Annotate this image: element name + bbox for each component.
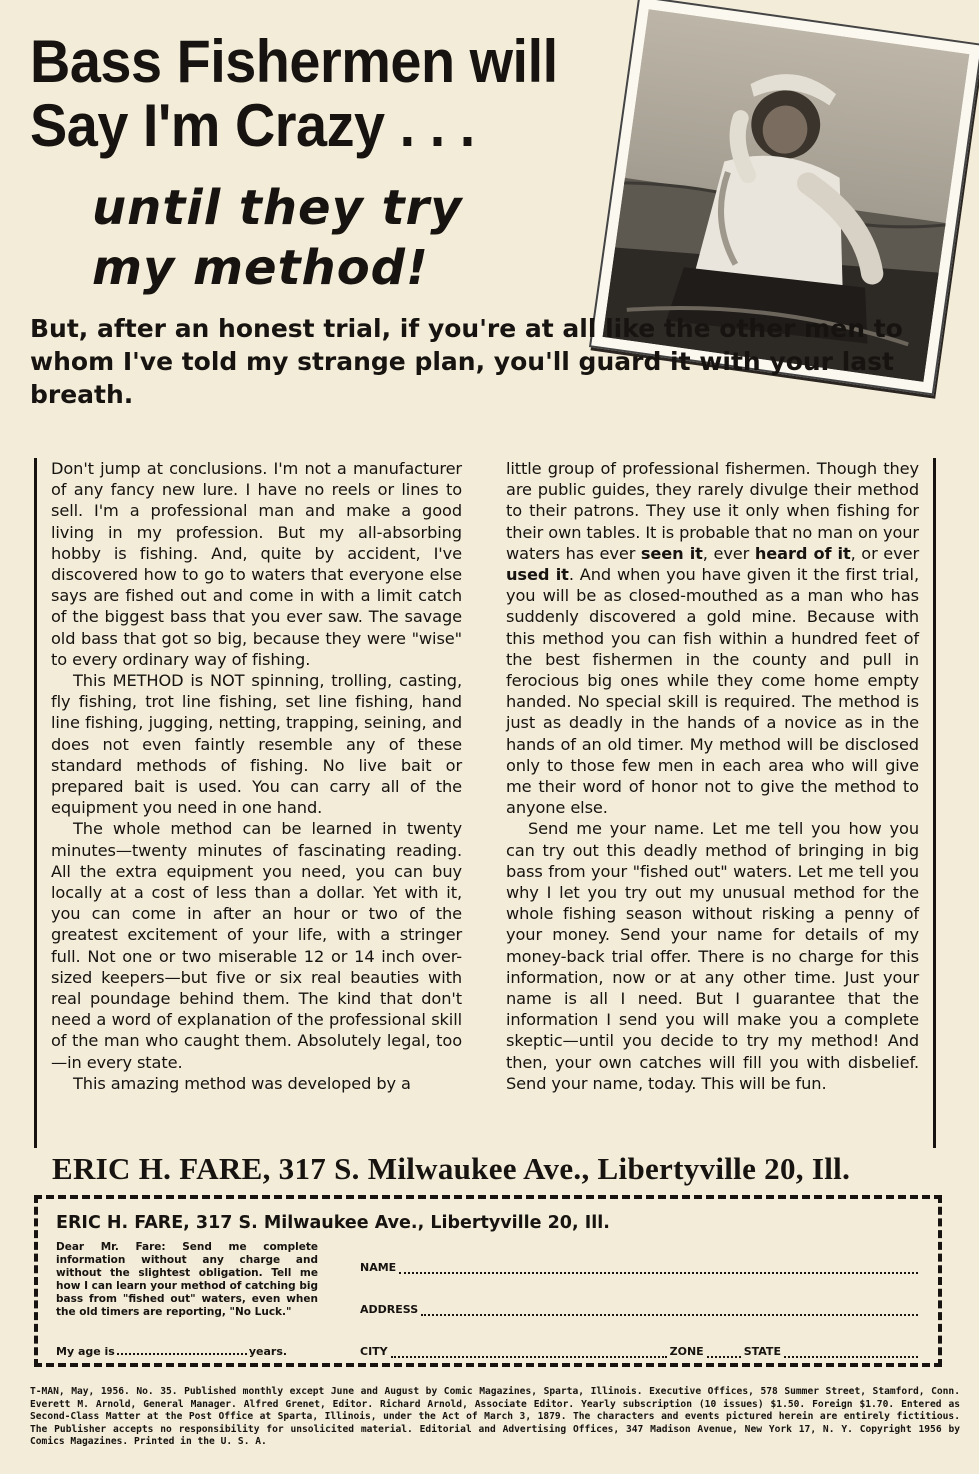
city-blank[interactable] [391,1347,667,1358]
headline-line-1: Bass Fishermen will [30,28,558,95]
publication-footer: T-MAN, May, 1956. No. 35. Published monthly except June and August by Comic Magazines, Sparta, Illinois. Executive Offices, 578 Summer Street, Stamford, Conn. Everett M. Arnold, General Manager. Alfred Grenet, Editor. Richard Arnold, Associate Editor. Yearly subscription (10 issues) $1.50. Foreign $1.70. Entered as Second-Class Matter at the Post Office at Sparta, Illinois, under the Act of March 3, 1879. The characters and events pictured herein are entirely fictitious. The Publisher accepts no responsibility for unsolicited material. Editorial and Advertising Offices, 347 Madison Avenue, New York 17, N. Y. Copyright 1956 by Comics Magazines. Printed in the U. S. A. [30,1386,960,1448]
body-column-left [34,458,462,1148]
subheadline: But, after an honest trial, if you're at all like the other men to whom I've told my strange plan, you'll guard it with your last breath. [30,314,903,409]
body-column-right [506,458,936,1148]
emphasis-text: heard of it [754,543,851,563]
mail-in-coupon[interactable] [34,1195,942,1367]
coupon-request-text: Dear Mr. Fare: Send me complete information without any charge and without the slightest obligation. Tell me how I can learn your method of catching big bass from "fished out" waters, even when the old timers are reporting, "No Luck." [56,1241,318,1318]
age-label: My age is [56,1345,115,1358]
emphasis-text: used it [506,565,569,585]
body-paragraph: little group of professional fishermen. Though they are public guides, they rarely divulge their method to their patrons. They use it only when fishing for their own tables. It is probable that no man on your waters has ever seen it, ever heard of it, or ever used it. And when you have given it the first trial, you will be as closed-mouthed as a man who has suddenly discovered a gold mine. Because with this method you can fish within a hundred feet of the best fishermen in the county and pull in ferocious big ones while they come home empty handed. No special skill is required. The method is just as deadly in the hands of a novice as in the hands of an old timer. My method will be disclosed only to those few men in each area who will give me their word of honor not to give the method to anyone else. [506,459,920,818]
state-label: STATE [743,1345,781,1358]
state-blank[interactable] [784,1347,918,1358]
headline-line-4: my method! [92,240,429,296]
age-field[interactable] [56,1345,287,1358]
body-paragraph: This amazing method was developed by a [73,1073,411,1093]
emphasis-text: seen it [640,543,703,563]
advertiser-address: ERIC H. FARE, 317 S. Milwaukee Ave., Libertyville 20, Ill. [52,1151,851,1186]
address-label: ADDRESS [360,1303,419,1316]
body-paragraph: Send me your name. Let me tell you how you can try out this deadly method of bringing in big bass from your "fished out" waters. Let me tell you why I let you try out my unusual method for the whole fishing season without risking a penny of your money. Send your name for details of my money-back trial offer. There is no charge for this information, now or at any other time. Just your name is all I need. But I guarantee that the information I send you will make you a complete skeptic—until you decide to try my method! And then, your own catches will fill you with disbelief. Send your name, today. This will be fun. [506,819,919,1093]
address-blank[interactable] [421,1305,918,1316]
zone-blank[interactable] [707,1347,741,1358]
headline-main [30,30,569,158]
headline-secondary [92,178,612,298]
address-field[interactable] [360,1303,918,1316]
city-zone-state-field[interactable] [360,1345,918,1358]
headline-line-2: Say I'm Crazy . . . [30,92,475,159]
name-label: NAME [360,1261,397,1274]
years-label: years. [248,1345,288,1358]
body-paragraph: The whole method can be learned in twenty minutes—twenty minutes of fascinating reading. All the extra equipment you need, you can buy locally at a cost of less than a dollar. Yet with it, you can come in after an hour or two of the greatest excitement of your life, with a stringer full. Not one or two miserable 12 or 14 inch over-sized keepers—but five or six real beauties with real poundage behind them. The kind that don't need a word of explanation of the professional skill of the man who caught them. Absolutely legal, too—in every state. [51,819,462,1072]
coupon-address: ERIC H. FARE, 317 S. Milwaukee Ave., Libertyville 20, Ill. [56,1213,610,1233]
headline-line-3: until they try [92,180,463,236]
body-paragraph: Don't jump at conclusions. I'm not a manufacturer of any fancy new lure. I have no reels or lines to sell. I'm a professional man and make a good living in my profession. But my all-absorbing hobby is fishing. And, quite by accident, I've discovered how to go to waters that everyone else says are fished out and come in with a limit catch of the biggest bass that you ever saw. The savage old bass that got so big, because they were "wise" to every ordinary way of fishing. [51,459,462,669]
age-blank[interactable] [117,1353,247,1355]
city-label: CITY [360,1345,388,1358]
zone-label: ZONE [669,1345,704,1358]
body-paragraph: This METHOD is NOT spinning, trolling, casting, fly fishing, trot line fishing, set line fishing, hand line fishing, jugging, netting, trapping, seining, and does not even faintly resemble any of these standard methods of fishing. No live bait or prepared bait is used. You can carry all of the equipment you need in one hand. [51,671,462,818]
name-blank[interactable] [399,1263,918,1274]
name-field[interactable] [360,1261,918,1274]
